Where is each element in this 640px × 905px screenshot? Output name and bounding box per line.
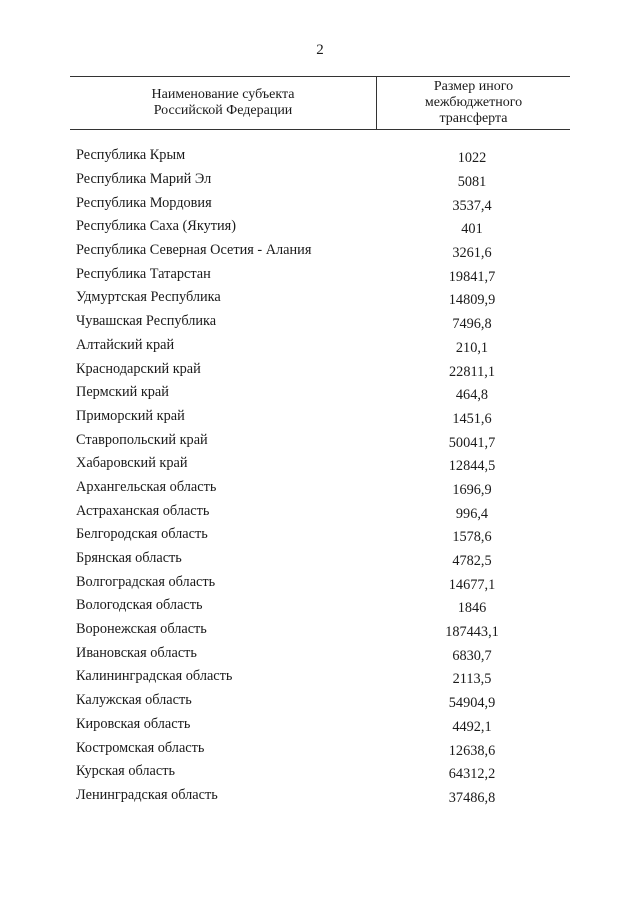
subject-name-cell: Брянская область (76, 550, 182, 567)
table-row (76, 191, 570, 215)
transfer-amount-cell: 401 (461, 221, 483, 238)
table-row (76, 736, 570, 760)
table-row (76, 405, 570, 429)
table-row (76, 784, 570, 808)
subject-name-cell: Пермский край (76, 384, 169, 401)
table-row (76, 547, 570, 571)
table-row (76, 168, 570, 192)
subject-name-cell: Республика Татарстан (76, 265, 211, 282)
transfer-amount-cell: 1022 (457, 150, 487, 167)
column-header-transfer-amount (377, 79, 570, 127)
column-header-transfer-amount-line2: межбюджетного (424, 95, 523, 110)
transfer-amount-cell: 19841,7 (448, 268, 496, 285)
transfer-amount-cell: 14677,1 (448, 576, 496, 593)
column-header-transfer-amount-line3: трансферта (439, 111, 508, 126)
table-header-bottom-rule (70, 129, 570, 130)
subject-name-cell: Белгородская область (76, 526, 208, 543)
transfer-amount-cell: 12844,5 (448, 458, 496, 475)
transfer-amount-cell: 1578,6 (452, 529, 492, 546)
subject-name-cell: Хабаровский край (76, 455, 188, 472)
transfer-amount-cell: 64312,2 (448, 766, 496, 783)
subject-name-cell: Республика Северная Осетия - Алания (76, 242, 312, 259)
transfer-amount-cell: 1696,9 (452, 481, 492, 498)
table-row (76, 476, 570, 500)
subject-name-cell: Калининградская область (76, 668, 233, 685)
table-row (76, 381, 570, 405)
transfer-amount-cell: 4492,1 (452, 718, 492, 735)
column-header-transfer-amount-line1: Размер иного (433, 79, 514, 94)
column-header-subject-name-line2: Российской Федерации (153, 103, 293, 118)
subject-name-cell: Волгоградская область (76, 573, 216, 590)
transfer-amount-cell: 22811,1 (449, 363, 495, 380)
transfer-amount-cell: 12638,6 (448, 742, 496, 759)
table-row (76, 523, 570, 547)
subject-name-cell: Республика Мордовия (76, 194, 212, 211)
table-row (76, 334, 570, 358)
subject-name-cell: Кировская область (76, 715, 191, 732)
subject-name-cell: Республика Крым (76, 147, 186, 164)
transfer-amount-cell: 1846 (457, 600, 487, 617)
table-row (76, 760, 570, 784)
subject-name-cell: Курская область (76, 763, 175, 780)
transfer-amount-cell: 210,1 (455, 339, 489, 356)
subject-name-cell: Ивановская область (76, 644, 197, 661)
table-row (76, 713, 570, 737)
subject-name-cell: Архангельская область (76, 478, 217, 495)
subject-name-cell: Ставропольский край (76, 431, 208, 448)
subject-name-cell: Приморский край (76, 407, 185, 424)
table-row (76, 357, 570, 381)
transfer-amount-cell: 4782,5 (452, 553, 492, 570)
table-row (76, 618, 570, 642)
table-row (76, 570, 570, 594)
table-row (76, 594, 570, 618)
table-row (76, 665, 570, 689)
subject-name-cell: Астраханская область (76, 502, 210, 519)
table-row (76, 641, 570, 665)
table-row (76, 689, 570, 713)
transfer-amount-cell: 1451,6 (452, 410, 492, 427)
table-row (76, 428, 570, 452)
table-body (76, 144, 570, 807)
column-header-subject-name-line1: Наименование субъекта (151, 87, 295, 102)
table-row (76, 499, 570, 523)
transfer-amount-cell: 6830,7 (452, 647, 492, 664)
subject-name-cell: Костромская область (76, 739, 205, 756)
table-row (76, 262, 570, 286)
transfer-amount-cell: 54904,9 (448, 695, 496, 712)
transfer-amount-cell: 7496,8 (452, 316, 492, 333)
transfer-amount-cell: 37486,8 (448, 789, 496, 806)
subject-name-cell: Удмуртская Республика (76, 289, 221, 306)
transfer-amount-cell: 5081 (457, 174, 487, 191)
subject-name-cell: Краснодарский край (76, 360, 201, 377)
transfer-amount-cell: 187443,1 (445, 624, 499, 641)
subject-name-cell: Калужская область (76, 692, 192, 709)
table-row (76, 144, 570, 168)
table-row (76, 452, 570, 476)
table-row (76, 239, 570, 263)
table-row (76, 310, 570, 334)
subject-name-cell: Ленинградская область (76, 786, 218, 803)
transfer-amount-cell: 3537,4 (452, 197, 492, 214)
transfer-amount-cell: 2113,5 (452, 671, 492, 688)
transfer-amount-cell: 996,4 (455, 505, 489, 522)
subject-name-cell: Республика Марий Эл (76, 171, 212, 188)
subject-name-cell: Вологодская область (76, 597, 203, 614)
subject-name-cell: Республика Саха (Якутия) (76, 218, 236, 235)
table-header-top-rule (70, 76, 570, 77)
transfer-amount-cell: 50041,7 (448, 434, 496, 451)
transfer-amount-cell: 3261,6 (452, 245, 492, 262)
table-row (76, 215, 570, 239)
column-header-subject-name (70, 87, 376, 119)
subject-name-cell: Чувашская Республика (76, 313, 217, 330)
page-number: 2 (316, 42, 324, 58)
transfer-amount-cell: 464,8 (455, 387, 489, 404)
transfer-amount-cell: 14809,9 (448, 292, 496, 309)
subject-name-cell: Алтайский край (76, 336, 175, 353)
table-row (76, 286, 570, 310)
subject-name-cell: Воронежская область (76, 621, 207, 638)
